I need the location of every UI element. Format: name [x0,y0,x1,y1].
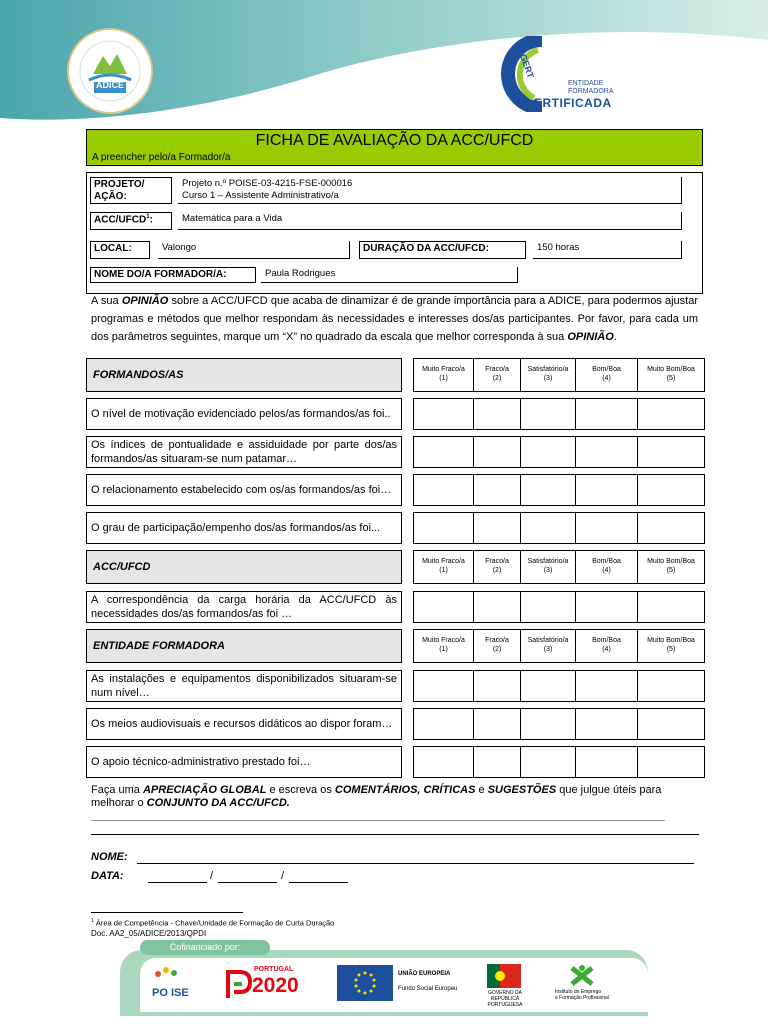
duracao-label: DURAÇÃO DA ACC/UFCD: [359,241,526,259]
answer-cell-5[interactable] [638,746,705,778]
data-year-line[interactable] [289,882,348,883]
eu-flag [337,965,393,1001]
formador-value[interactable]: Paula Rodrigues [261,267,518,283]
data-day-line[interactable] [148,882,207,883]
doc-reference: Doc. AA2_05/ADICE/2013/QPDI [91,928,207,938]
scale-header-acc [413,550,705,584]
scale-bom: Bom/Boa (4) [576,629,638,663]
answer-cell-2[interactable] [474,670,521,702]
comment-line-1[interactable] [91,820,665,821]
projeto-value[interactable]: Projeto n.º POISE-03-4215-FSE-000016 Curso 1 – Assistente Administrativo/a [178,177,682,204]
answer-cell-2[interactable] [474,708,521,740]
answer-row-apoio-tecnico [413,746,705,778]
dgert-word: DGERT [515,46,536,80]
poise-icon [152,964,182,982]
scale-fraco: Fraco/a (2) [474,358,521,392]
section-title-formandos: FORMANDOS/AS [86,358,402,392]
governo-text: GOVERNO DA REPÚBLICA PORTUGUESA [487,990,523,1008]
fse-text: Fundo Social Europeu [398,986,458,992]
dgert-entidade: ENTIDADE FORMADORA [568,80,614,95]
acc-label: ACC/UFCD$^1$: [90,212,172,230]
scale-muito-fraco: Muito Fraco/a (1) [413,629,474,663]
adice-logo [67,28,153,114]
answer-cell-1[interactable] [413,591,474,623]
eu-text: UNIÃO EUROPEIA [398,971,451,977]
answer-cell-2[interactable] [474,746,521,778]
question-meios-audiovisuais: Os meios audiovisuais e recursos didáticos ao dispor foram… [86,708,402,740]
scale-muito-bom: Muito Bom/Boa (5) [638,629,705,663]
answer-cell-5[interactable] [638,708,705,740]
acc-value[interactable]: Matemática para a Vida [178,212,682,230]
question-participacao: O grau de participação/empenho dos/as formandos/as foi... [86,512,402,544]
scale-satisfatorio: Satisfatório/a (3) [521,629,576,663]
nome-line[interactable] [137,863,694,864]
global-appreciation-text: Faça uma APRECIAÇÃO GLOBAL e escreva os COMENTÁRIOS, CRÍTICAS e SUGESTÕES que julgue úteis para melhorar o CONJUNTO DA ACC/UFCD. [91,784,662,809]
scale-muito-bom: Muito Bom/Boa (5) [638,358,705,392]
answer-cell-2[interactable] [474,512,521,544]
answer-row-pontualidade [413,436,705,468]
answer-row-participacao [413,512,705,544]
section-title-entidade: ENTIDADE FORMADORA [86,629,402,663]
scale-muito-bom: Muito Bom/Boa (5) [638,550,705,584]
answer-cell-3[interactable] [521,512,576,544]
scale-bom: Bom/Boa (4) [576,550,638,584]
year-text: 2020 [252,974,299,997]
scale-muito-fraco: Muito Fraco/a (1) [413,550,474,584]
answer-cell-4[interactable] [576,436,638,468]
answer-cell-3[interactable] [521,746,576,778]
projeto-label: PROJETO/ AÇÃO: [90,177,172,204]
nome-label: NOME: [91,851,128,863]
portugal-text: PORTUGAL [254,966,294,973]
formador-label: NOME DO/A FORMADOR/A: [90,267,256,283]
answer-cell-1[interactable] [413,436,474,468]
poise-text: PO ISE [152,987,189,999]
answer-cell-4[interactable] [576,474,638,506]
answer-cell-1[interactable] [413,708,474,740]
answer-row-meios-audiovisuais [413,708,705,740]
iefp-text: Instituto do Emprego e Formação Profissional [555,989,609,1001]
answer-cell-5[interactable] [638,512,705,544]
answer-row-carga-horaria [413,591,705,623]
answer-cell-5[interactable] [638,670,705,702]
scale-header-formandos [413,358,705,392]
answer-row-motivacao [413,398,705,430]
answer-cell-2[interactable] [474,474,521,506]
answer-cell-3[interactable] [521,591,576,623]
cofinanciado-label: Cofinanciado por: [140,940,270,955]
answer-cell-3[interactable] [521,670,576,702]
answer-cell-2[interactable] [474,398,521,430]
footnote: $^1$ Área de Competência - Chave/Unidade de Formação de Curta Duração Doc. AA2_05/ADICE/2013/QPDI [91,918,335,938]
duracao-value[interactable]: 150 horas [533,241,682,259]
answer-cell-5[interactable] [638,436,705,468]
portugal2020-icon [226,970,252,1000]
form-title-box [86,129,703,166]
data-month-line[interactable] [218,882,277,883]
dgert-logo [494,36,614,116]
adice-logo-graphic [69,30,151,112]
answer-cell-4[interactable] [576,670,638,702]
answer-cell-3[interactable] [521,474,576,506]
date-slash-1: / [210,870,214,882]
form-title: FICHA DE AVALIAÇÃO DA ACC/UFCD [255,132,534,149]
question-instalacoes: As instalações e equipamentos disponibilizados situaram-se num nível… [86,670,402,702]
answer-cell-4[interactable] [576,746,638,778]
answer-cell-5[interactable] [638,398,705,430]
answer-cell-3[interactable] [521,708,576,740]
portugal2020-logo [226,964,326,1006]
answer-row-relacionamento [413,474,705,506]
comment-line-2[interactable] [91,834,699,835]
intro-paragraph: A sua OPINIÃO sobre a ACC/UFCD que acaba de dinamizar é de grande importância para a ADICE, para podermos ajustar programas e métodos que melhor respondam às necessidades e interesses dos/as participantes. Por favor, para cada um dos parâmetros seguintes, marque um “X” no quadrado da escala que melhor corresponda à sua OPINIÃO. [91,295,699,343]
question-carga-horaria: A correspondência da carga horária da ACC/UFCD às necessidades dos/as formandos/as foi … [86,591,402,623]
adice-logo-text: ADICE [95,80,124,90]
dgert-certificada: ERTIFICADA [534,96,612,110]
answer-cell-4[interactable] [576,591,638,623]
data-label: DATA: [91,870,124,882]
local-label: LOCAL: [90,241,150,259]
iefp-icon [568,964,596,988]
scale-fraco: Fraco/a (2) [474,629,521,663]
date-slash-2: / [281,870,285,882]
answer-cell-1[interactable] [413,512,474,544]
answer-row-instalacoes [413,670,705,702]
scale-satisfatorio: Satisfatório/a (3) [521,550,576,584]
answer-cell-1[interactable] [413,670,474,702]
answer-cell-1[interactable] [413,474,474,506]
answer-cell-2[interactable] [474,436,521,468]
answer-cell-4[interactable] [576,398,638,430]
answer-cell-4[interactable] [576,512,638,544]
poise-logo [152,964,212,1006]
question-relacionamento: O relacionamento estabelecido com os/as formandos/as foi… [86,474,402,506]
form-subtitle: A preencher pelo/a Formador/a [92,152,231,163]
answer-cell-1[interactable] [413,398,474,430]
question-motivacao: O nível de motivação evidenciado pelos/as formandos/as foi.. [86,398,402,430]
scale-header-entidade [413,629,705,663]
scale-muito-fraco: Muito Fraco/a (1) [413,358,474,392]
footnote-separator [91,912,243,913]
answer-cell-3[interactable] [521,436,576,468]
question-pontualidade: Os índices de pontualidade e assiduidade por parte dos/as formandos/as situaram-se num patamar… [86,436,402,468]
answer-cell-3[interactable] [521,398,576,430]
answer-cell-2[interactable] [474,591,521,623]
eu-stars-icon [337,965,393,1001]
section-title-acc: ACC/UFCD [86,550,402,584]
local-value[interactable]: Valongo [158,241,350,259]
scale-bom: Bom/Boa (4) [576,358,638,392]
answer-cell-5[interactable] [638,591,705,623]
scale-satisfatorio: Satisfatório/a (3) [521,358,576,392]
answer-cell-1[interactable] [413,746,474,778]
answer-cell-5[interactable] [638,474,705,506]
answer-cell-4[interactable] [576,708,638,740]
portugal-flag [487,964,521,988]
question-apoio-tecnico: O apoio técnico-administrativo prestado foi… [86,746,402,778]
scale-fraco: Fraco/a (2) [474,550,521,584]
